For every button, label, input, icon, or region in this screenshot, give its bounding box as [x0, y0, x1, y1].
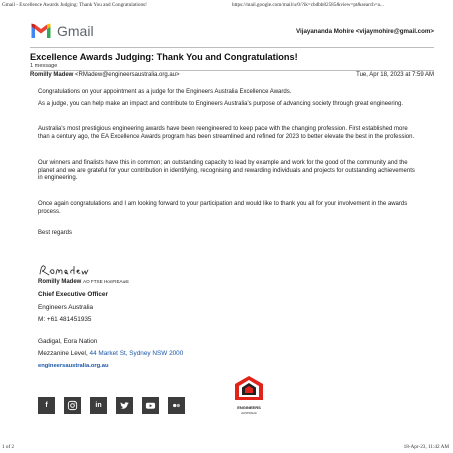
- address-prefix: Mezzanine Level,: [38, 350, 90, 357]
- sender-name: Romilly Madew: [30, 72, 74, 78]
- print-header: [0, 0, 453, 12]
- logo-line2: AUSTRALIA: [241, 410, 257, 415]
- sender-email: <RMadew@engineersaustralia.org.au>: [75, 72, 180, 78]
- body-paragraph: As a judge, you can help make an impact and contribute to Engineers Australia's purpose of advancing society through great engineering.: [38, 101, 404, 107]
- twitter-icon[interactable]: [116, 397, 133, 414]
- linkedin-icon[interactable]: in: [90, 397, 107, 414]
- signature-mobile: M: +61 481451935: [38, 316, 92, 323]
- print-timestamp: 18-Apr-23, 11:42 AM: [403, 444, 449, 450]
- signature-nation: Gadigal, Eora Nation: [38, 338, 98, 345]
- print-url: https://mail.google.com/mail/u/0/?ik=cbdbb82585&view=pt&search=a...: [232, 2, 384, 8]
- handwritten-signature: [38, 262, 98, 278]
- signature-name: [38, 279, 129, 285]
- sender: [30, 72, 180, 78]
- email-subject: Excellence Awards Judging: Thank You and Congratulations!: [30, 52, 298, 62]
- youtube-icon[interactable]: [142, 397, 159, 414]
- body-paragraph: Australia's most prestigious engineering awards have been reengineered to keep pace with the changing profession. First established more than a century ago, the EA Excellence Awards program has been streamlined and refined for 2023 to better elevate the best in the profession.: [38, 126, 415, 140]
- facebook-icon[interactable]: f: [38, 397, 55, 414]
- message-count: 1 message: [30, 63, 58, 69]
- gmail-header: [30, 22, 434, 44]
- ea-emblem-icon: [234, 375, 264, 401]
- instagram-icon[interactable]: [64, 397, 81, 414]
- logo-line1: ENGINEERS: [237, 405, 261, 410]
- gmail-wordmark: Gmail: [57, 22, 94, 39]
- gmail-m-icon: [30, 22, 52, 39]
- page-number: 1 of 2: [2, 444, 15, 450]
- signature-org: Engineers Australia: [38, 304, 94, 311]
- divider: [30, 70, 434, 71]
- account-email: Vijayananda Mohire <vijaymohire@gmail.com>: [296, 28, 434, 35]
- signature-postnominals: AO FTSE HonFIEAust: [83, 279, 129, 284]
- print-title: Gmail - Excellence Awards Judging: Thank You and Congratulations!: [2, 2, 147, 8]
- engineers-australia-logo: [229, 375, 269, 415]
- flickr-icon[interactable]: [168, 397, 185, 414]
- signature-address: [38, 350, 183, 357]
- signature-name-text: Romilly Madew: [38, 279, 82, 285]
- body-paragraph: Congratulations on your appointment as a judge for the Engineers Australia Excellence Awards.: [38, 89, 292, 95]
- body-paragraph: Once again congratulations and I am looking forward to your participation and would like to thank you all for your involvement in the awards process.: [38, 201, 408, 215]
- divider: [30, 47, 434, 48]
- body-paragraph: Our winners and finalists have this in common; an outstanding capacity to lead by example and work for the good of the community and the planet and we are grateful for your contribution in identifying, recognising and rewarding individuals and projects for outstanding achievements in engineering.: [38, 160, 415, 182]
- closing: Best regards: [38, 230, 73, 236]
- signature-title: Chief Executive Officer: [38, 291, 108, 298]
- print-footer: [0, 442, 453, 452]
- address-link[interactable]: 44 Market St, Sydney NSW 2000: [89, 350, 184, 357]
- email-date: Tue, Apr 18, 2023 at 7:59 AM: [356, 72, 434, 78]
- gmail-logo: [30, 22, 94, 39]
- social-icons: [38, 397, 185, 414]
- website-link[interactable]: engineersaustralia.org.au: [38, 363, 109, 369]
